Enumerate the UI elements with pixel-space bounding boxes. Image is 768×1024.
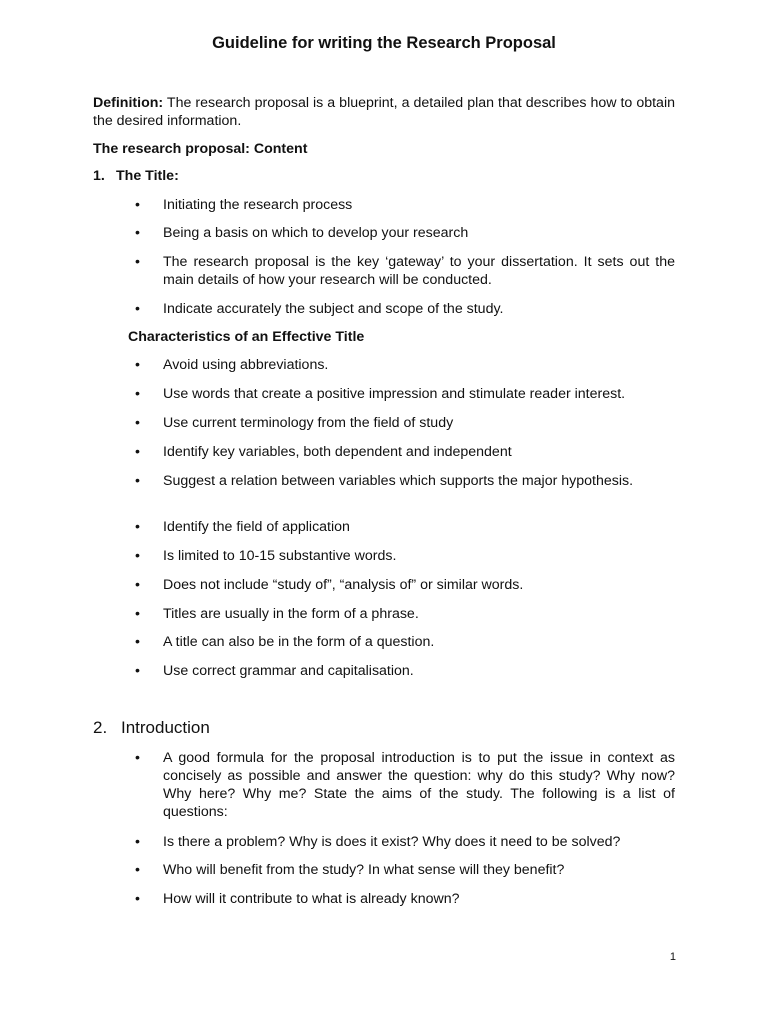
- list-item: • Use words that create a positive impression and stimulate reader interest.: [135, 386, 626, 402]
- title-bullet-list: [135, 253, 675, 289]
- intro-bullet-list: [135, 833, 675, 851]
- definition-label: Definition:: [93, 95, 164, 111]
- section1-heading: [93, 167, 675, 185]
- characteristics-bullet-list: [135, 385, 675, 403]
- list-item: • Suggest a relation between variables which supports the major hypothesis.: [135, 473, 634, 489]
- section1-number: 1.: [93, 168, 105, 184]
- definition-text: The research proposal is a blueprint, a detailed plan that describes how to obtain the desired information.: [93, 95, 675, 129]
- bullet-icon: •: [135, 606, 140, 622]
- bullet-icon: •: [135, 834, 140, 850]
- list-item: • The research proposal is the key ‘gateway’ to your dissertation. It sets out the main details of how your research will be conducted.: [135, 254, 675, 288]
- bullet-icon: •: [135, 548, 140, 564]
- bullet-icon: •: [135, 415, 140, 431]
- list-item: • Who will benefit from the study? In what sense will they benefit?: [135, 862, 565, 878]
- section2-heading: [93, 718, 210, 738]
- list-item: • Use correct grammar and capitalisation.: [135, 663, 414, 679]
- characteristics-bullet-list: [135, 518, 675, 536]
- bullet-icon: •: [135, 519, 140, 535]
- list-item: • Identify key variables, both dependent and independent: [135, 444, 512, 460]
- characteristics-bullet-list: [135, 472, 675, 490]
- list-item: • A good formula for the proposal introduction is to put the issue in context as concisely as possible and answer the question: why do this study? Why now? Why here? Why me? State the aims of the study. The following is a list of questions:: [135, 750, 675, 820]
- section2-title: Introduction: [121, 718, 210, 737]
- page-number: 1: [669, 951, 676, 963]
- bullet-icon: •: [135, 862, 140, 878]
- characteristics-bullet-list: [135, 443, 675, 461]
- list-item: • Is there a problem? Why is does it exist? Why does it need to be solved?: [135, 834, 621, 850]
- bullet-icon: •: [135, 750, 140, 766]
- title-bullet-list: [135, 300, 675, 318]
- section1-title: The Title:: [116, 168, 179, 184]
- characteristics-bullet-list: [135, 605, 675, 623]
- list-item: • Is limited to 10-15 substantive words.: [135, 548, 397, 564]
- bullet-icon: •: [135, 444, 140, 460]
- characteristics-bullet-list: [135, 662, 675, 680]
- list-item: • Identify the field of application: [135, 519, 350, 535]
- bullet-icon: •: [135, 386, 140, 402]
- list-item: • Being a basis on which to develop your research: [135, 225, 469, 241]
- characteristics-bullet-list: [135, 576, 675, 594]
- bullet-icon: •: [135, 634, 140, 650]
- bullet-icon: •: [135, 577, 140, 593]
- characteristics-bullet-list: [135, 414, 675, 432]
- title-bullet-list: [135, 224, 675, 242]
- intro-bullet-list: [135, 749, 675, 821]
- list-item: • Titles are usually in the form of a phrase.: [135, 606, 419, 622]
- intro-bullet-list: [135, 861, 675, 879]
- bullet-icon: •: [135, 663, 140, 679]
- definition-paragraph: [93, 94, 675, 130]
- list-item: • Does not include “study of”, “analysis of” or similar words.: [135, 577, 524, 593]
- section2-number: 2.: [93, 718, 108, 737]
- characteristics-bullet-list: [135, 633, 675, 651]
- page-title: Guideline for writing the Research Proposal: [212, 34, 556, 52]
- bullet-icon: •: [135, 891, 140, 907]
- bullet-icon: •: [135, 301, 140, 317]
- bullet-icon: •: [135, 225, 140, 241]
- list-item: • A title can also be in the form of a question.: [135, 634, 435, 650]
- content-heading: The research proposal: Content: [93, 141, 308, 157]
- list-item: • Indicate accurately the subject and scope of the study.: [135, 301, 504, 317]
- list-item: • Use current terminology from the field of study: [135, 415, 454, 431]
- characteristics-bullet-list: [135, 356, 675, 374]
- characteristics-bullet-list: [135, 547, 675, 565]
- bullet-icon: •: [135, 473, 140, 489]
- characteristics-heading: Characteristics of an Effective Title: [128, 329, 365, 345]
- list-item: • Initiating the research process: [135, 197, 353, 213]
- bullet-icon: •: [135, 357, 140, 373]
- bullet-icon: •: [135, 197, 140, 213]
- bullet-icon: •: [135, 254, 140, 270]
- list-item: • How will it contribute to what is already known?: [135, 891, 460, 907]
- title-bullet-list: [135, 196, 675, 214]
- intro-bullet-list: [135, 890, 675, 908]
- list-item: • Avoid using abbreviations.: [135, 357, 329, 373]
